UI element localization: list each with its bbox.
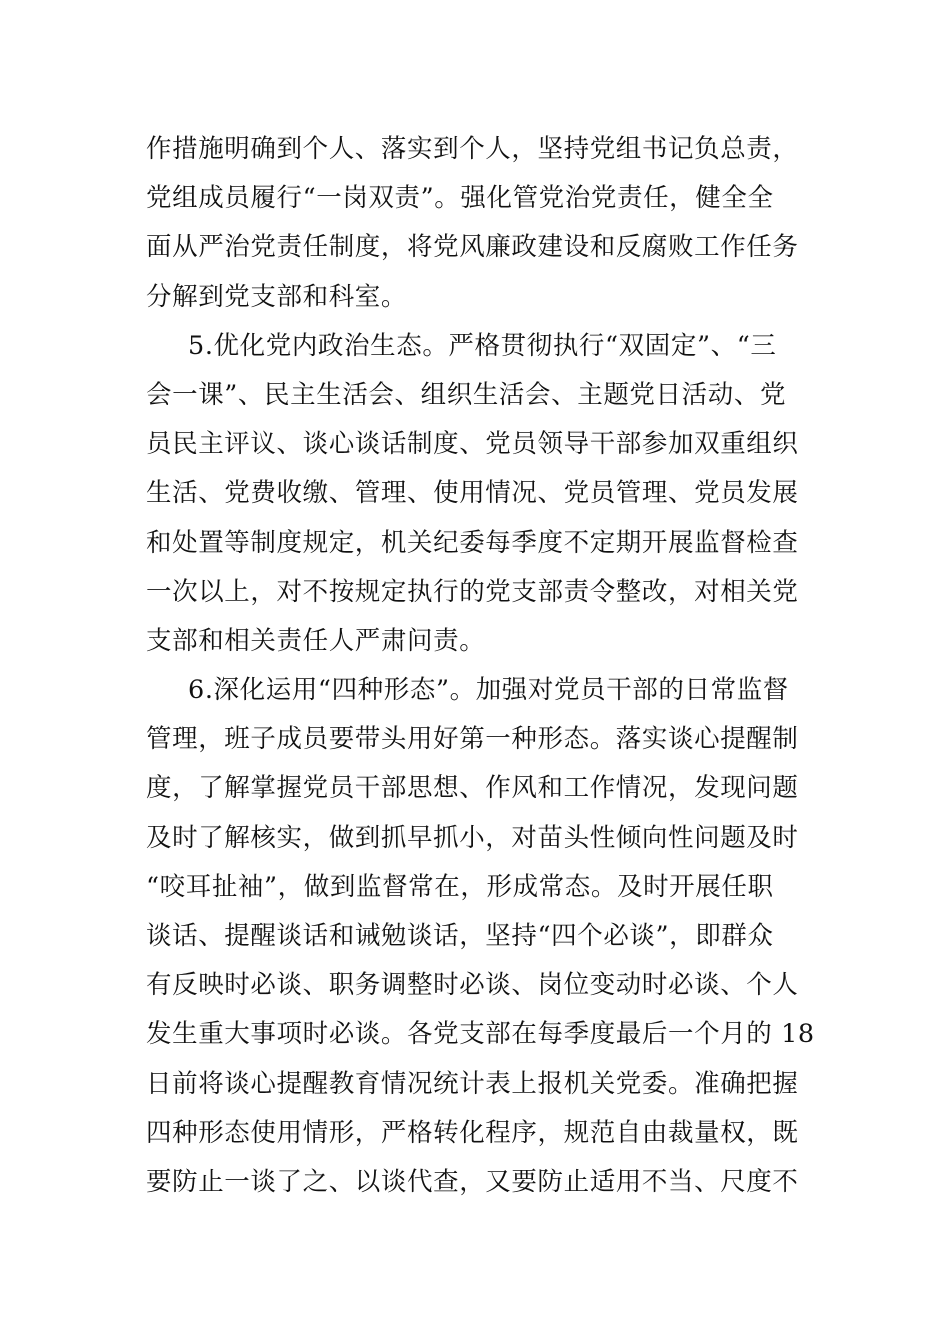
paragraph-line: 度，了解掌握党员干部思想、作风和工作情况，发现问题 (146, 773, 799, 804)
paragraph-line: 作措施明确到个人、落实到个人，坚持党组书记负总责， (146, 134, 799, 164)
paragraph-line: 谈话、提醒谈话和诫勉谈话，坚持“四个必谈”，即群众 (146, 921, 774, 951)
paragraph-line: 生活、党费收缴、管理、使用情况、党员管理、党员发展 (146, 478, 799, 509)
paragraph-line: 面从严治党责任制度，将党风廉政建设和反腐败工作任务 (146, 232, 799, 263)
paragraph-line-numbered-5: 5.优化党内政治生态。严格贯彻执行“双固定”、“三 (188, 330, 777, 361)
paragraph-line: 员民主评议、谈心谈话制度、党员领导干部参加双重组织 (146, 429, 799, 460)
paragraph-line: 和处置等制度规定，机关纪委每季度不定期开展监督检查 (146, 527, 799, 558)
paragraph-line-numbered-6: 6.深化运用“四种形态”。加强对党员干部的日常监督 (188, 675, 789, 706)
paragraph-line: 有反映时必谈、职务调整时必谈、岗位变动时必谈、个人 (146, 970, 799, 1001)
paragraph-line: 日前将谈心提醒教育情况统计表上报机关党委。准确把握 (146, 1068, 799, 1099)
paragraph-line: 分解到党支部和科室。 (146, 281, 408, 312)
paragraph-line: 一次以上，对不按规定执行的党支部责令整改，对相关党 (146, 576, 799, 607)
paragraph-line: “咬耳扯袖”，做到监督常在，形成常态。及时开展任职 (146, 871, 774, 902)
paragraph-line: 四种形态使用情形，严格转化程序，规范自由裁量权，既 (146, 1117, 799, 1148)
paragraph-line: 会一课”、民主生活会、组织生活会、主题党日活动、党 (146, 379, 787, 410)
paragraph-line: 要防止一谈了之、以谈代查，又要防止适用不当、尺度不 (146, 1166, 799, 1197)
paragraph-line: 支部和相关责任人严肃问责。 (146, 625, 486, 656)
paragraph-line: 管理，班子成员要带头用好第一种形态。落实谈心提醒制 (146, 724, 799, 755)
paragraph-line: 及时了解核实，做到抓早抓小，对苗头性倾向性问题及时 (146, 822, 799, 853)
document-body (146, 125, 815, 1207)
paragraph-line: 党组成员履行“一岗双责”。强化管党治党责任，健全全 (146, 183, 774, 214)
paragraph-line: 发生重大事项时必谈。各党支部在每季度最后一个月的 18 (146, 1019, 815, 1050)
